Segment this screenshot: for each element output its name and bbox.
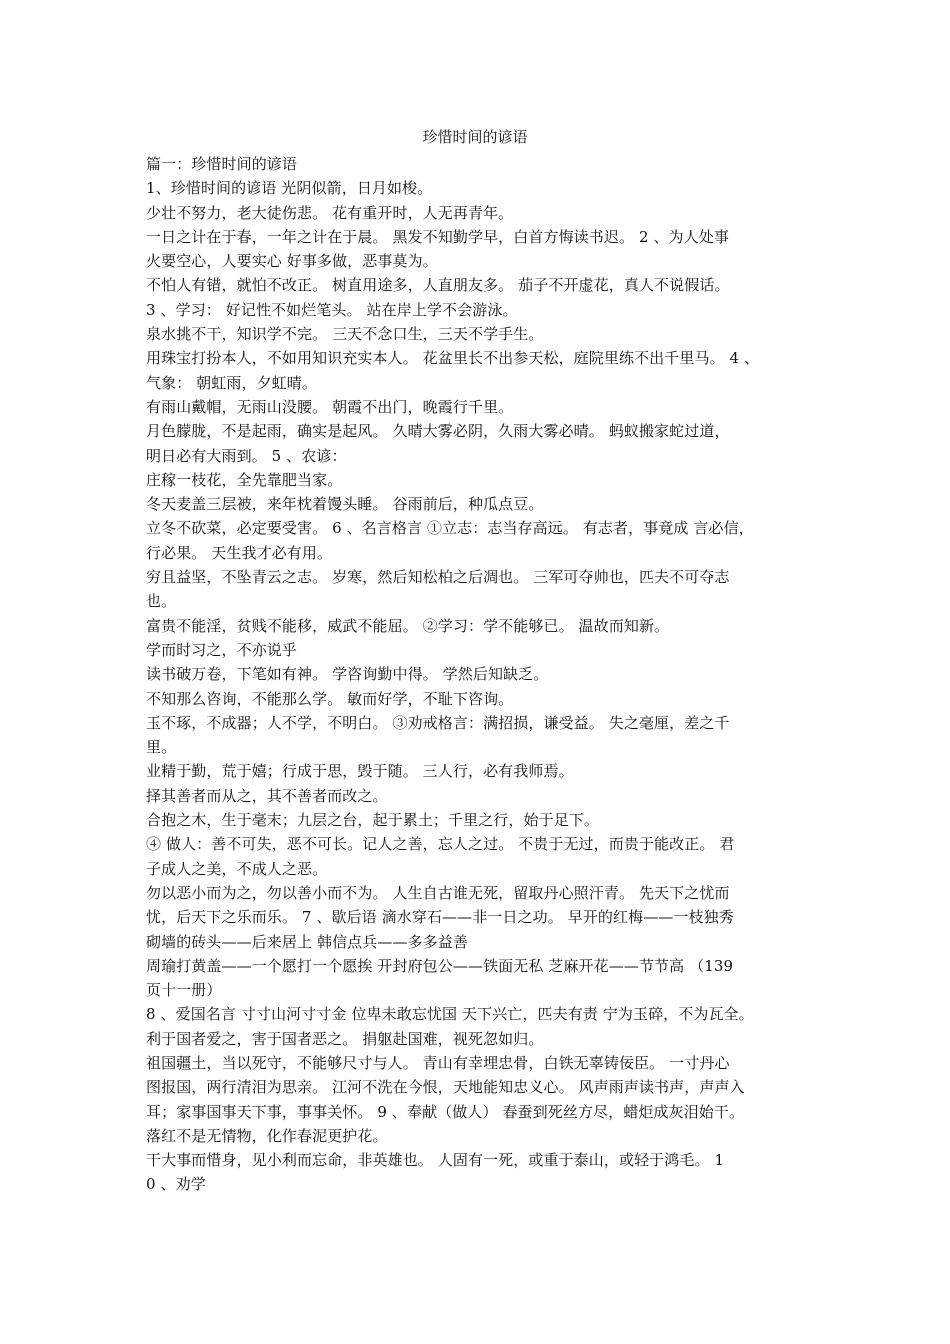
text-line: 泉水挑不干，知识学不完。 三天不念口生，三天不学手生。 (146, 325, 544, 344)
text-line: ④ 做人：善不可失，恶不可长。记人之善，忘人之过。 不贵于无过，而贵于能改正。 君 (146, 835, 735, 854)
text-line: 干大事而惜身，见小利而忘命，非英雄也。 人固有一死，或重于泰山，或轻于鸿毛。 1 (146, 1151, 725, 1170)
text-line: 不知那么咨询，不能那么学。 敏而好学，不耻下咨询。 (146, 689, 514, 708)
text-line: 冬天麦盖三层被，来年枕着馒头睡。 谷雨前后，种瓜点豆。 (146, 495, 544, 514)
text-line: 庄稼一枝花，全先靠肥当家。 (146, 470, 343, 489)
text-line: 有雨山戴帽，无雨山没腰。 朝霞不出门，晚霞行千里。 (146, 397, 514, 416)
text-line: 立冬不砍菜，必定要受害。 6 、名言格言 ①立志：志当存高远。 有志者，事竟成 言必信， (146, 519, 754, 538)
text-line: 穷且益坚，不坠青云之志。 岁寒，然后知松柏之后凋也。 三军可夺帅也，匹夫不可夺志 (146, 568, 730, 587)
text-line: 3 、学习： 好记性不如烂笔头。 站在岸上学不会游泳。 (146, 300, 518, 319)
text-line: 火要空心，人要实心 好事多做，恶事莫为。 (146, 252, 438, 271)
text-line: 0 、劝学 (146, 1175, 206, 1194)
text-line: 1、珍惜时间的谚语 光阴似箭，日月如梭。 (146, 179, 433, 198)
text-line: 也。 (146, 592, 177, 611)
text-line: 明日必有大雨到。 5 、农谚： (146, 446, 347, 465)
text-line: 砌墙的砖头——后来居上 韩信点兵——多多益善 (146, 932, 468, 951)
text-line: 8 、爱国名言 寸寸山河寸寸金 位卑未敢忘忧国 天下兴亡，匹夫有责 宁为玉碎，不为瓦全。 (146, 1005, 754, 1024)
text-line: 祖国疆土，当以死守，不能够尺寸与人。 青山有幸埋忠骨，白铁无辜铸佞臣。 一寸丹心 (146, 1053, 730, 1072)
text-line: 择其善者而从之，其不善者而改之。 (146, 786, 388, 805)
text-line: 图报国，两行清泪为思亲。 江河不洗在今恨，天地能知忠义心。 风声雨声读书声，声声入 (146, 1078, 745, 1097)
text-line: 业精于勤，荒于嬉；行成于思，毁于随。 三人行，必有我师焉。 (146, 762, 574, 781)
text-line: 行必果。 天生我才必有用。 (146, 543, 333, 562)
text-line: 篇一：珍惜时间的谚语 (146, 155, 298, 173)
text-line: 学而时习之，不亦说乎 (146, 640, 298, 659)
text-line: 落红不是无情物，化作春泥更护花。 (146, 1126, 388, 1145)
text-line: 气象： 朝虹雨，夕虹晴。 (146, 373, 317, 392)
text-line: 周瑜打黄盖——一个愿打一个愿挨 开封府包公——铁面无私 芝麻开花——节节高 （139 (146, 956, 734, 975)
text-line: 玉不琢，不成器；人不学，不明白。 ③劝戒格言：满招损，谦受益。 失之毫厘，差之千 (146, 713, 730, 732)
text-line: 勿以恶小而为之，勿以善小而不为。 人生自古谁无死，留取丹心照汗青。 先天下之忧而 (146, 883, 730, 902)
text-line: 富贵不能淫，贫贱不能移，威武不能屈。 ②学习：学不能够已。 温故而知新。 (146, 616, 670, 635)
text-line: 读书破万卷，下笔如有神。 学咨询勤中得。 学然后知缺乏。 (146, 665, 549, 684)
text-line: 少壮不努力，老大徒伤悲。 花有重开时，人无再青年。 (146, 203, 514, 222)
text-line: 月色朦胧，不是起雨，确实是起风。 久晴大雾必阴，久雨大雾必晴。 蚂蚁搬家蛇过道， (146, 422, 730, 441)
text-line: 忧，后天下之乐而乐。 7 、歇后语 滴水穿石——非一日之功。 早开的红梅——一枝独秀 (146, 908, 734, 927)
text-line: 一日之计在于春，一年之计在于晨。 黑发不知勤学早，白首方悔读书迟。 2 、为人处事 (146, 227, 729, 246)
document-title: 珍惜时间的谚语 (422, 128, 528, 146)
text-line: 里。 (146, 738, 177, 757)
text-line: 子成人之美，不成人之恶。 (146, 859, 328, 878)
text-line: 用珠宝打扮本人，不如用知识充实本人。 花盆里长不出参天松，庭院里练不出千里马。 4 、 (146, 349, 760, 368)
text-line: 利于国者爱之，害于国者恶之。 捐躯赴国难，视死忽如归。 (146, 1029, 544, 1048)
text-line: 耳；家事国事天下事，事事关怀。 9 、奉献（做人） 春蚕到死丝方尽，蜡炬成灰泪始干。 (146, 1102, 745, 1121)
text-line: 页十一册） (146, 981, 222, 1000)
document-body (146, 152, 816, 1197)
text-line: 合抱之木，生于毫末；九层之台，起于累土；千里之行，始于足下。 (146, 811, 600, 830)
text-line: 不怕人有错，就怕不改正。 树直用途多，人直朋友多。 茄子不开虚花，真人不说假话。 (146, 276, 730, 295)
